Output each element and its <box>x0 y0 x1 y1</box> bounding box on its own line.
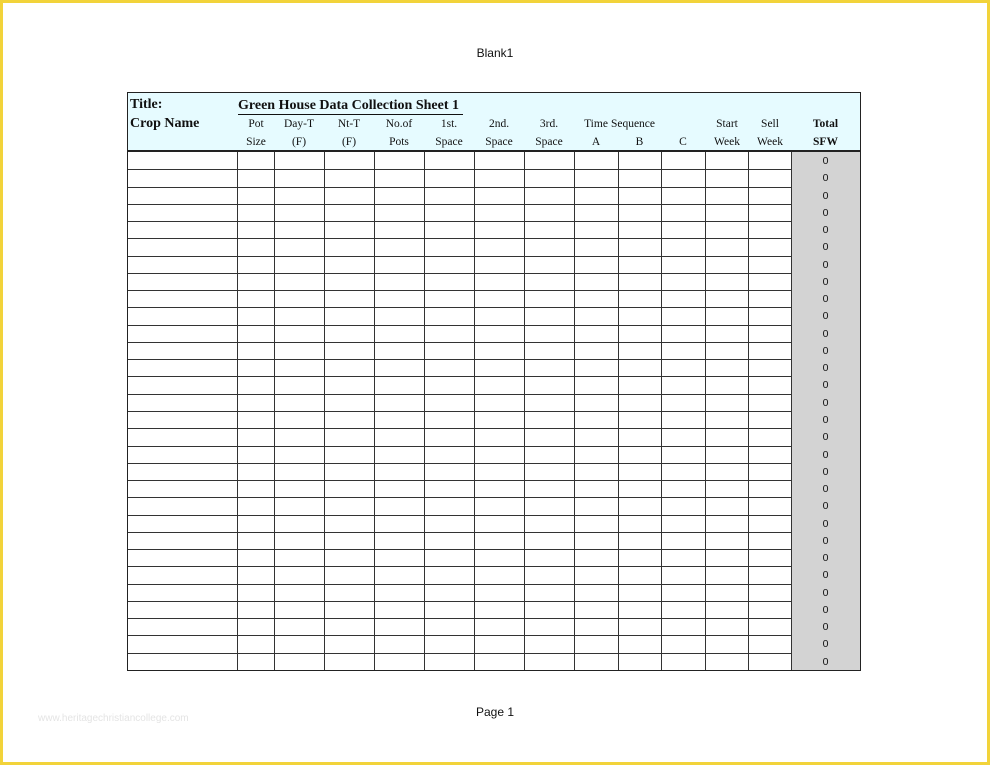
col-start-week-line2: Week <box>714 136 740 148</box>
sheet-name-header: Blank1 <box>476 46 514 60</box>
watermark-text: www.heritagechristiancollege.com <box>38 713 189 724</box>
row-divider <box>128 635 791 636</box>
col-2nd-space-line2: Space <box>485 136 513 148</box>
total-sfw-cell: 0 <box>822 310 829 323</box>
total-sfw-cell: 0 <box>822 362 829 375</box>
col-pot-line1: Pot <box>248 118 264 130</box>
total-sfw-cell: 0 <box>822 603 829 616</box>
title-label: Title: <box>130 97 163 112</box>
row-divider <box>128 601 791 602</box>
total-sfw-cell: 0 <box>822 517 829 530</box>
col-nt-t-line2: (F) <box>341 136 357 148</box>
total-sfw-cell: 0 <box>822 621 829 634</box>
row-divider <box>128 411 791 412</box>
row-divider <box>128 566 791 567</box>
total-sfw-cell: 0 <box>822 189 829 202</box>
row-divider <box>128 169 791 170</box>
row-divider <box>128 290 791 291</box>
col-sell-week-line1: Sell <box>761 118 779 130</box>
row-divider <box>128 428 791 429</box>
table-header <box>128 93 860 152</box>
total-sfw-cell: 0 <box>822 293 829 306</box>
total-sfw-cell: 0 <box>822 483 829 496</box>
col-day-t-line1: Day-T <box>283 118 314 130</box>
total-sfw-cell: 0 <box>822 224 829 237</box>
total-sfw-cell: 0 <box>822 241 829 254</box>
total-sfw-cell: 0 <box>822 586 829 599</box>
data-collection-table <box>127 92 861 671</box>
total-sfw-cell: 0 <box>822 206 829 219</box>
total-sfw-cell: 0 <box>822 414 829 426</box>
row-divider <box>128 204 791 205</box>
col-3rd-space-line1: 3rd. <box>539 118 559 130</box>
total-sfw-cell: 0 <box>822 534 829 547</box>
col-start-week-line1: Start <box>716 118 738 130</box>
row-divider <box>128 549 791 550</box>
total-sfw-cell: 0 <box>822 172 829 185</box>
row-divider <box>128 515 791 516</box>
row-divider <box>128 307 791 308</box>
col-sequence-b-line1: Sequence <box>610 118 656 130</box>
row-divider <box>128 532 791 533</box>
crop-name-label: Crop Name <box>130 116 200 131</box>
col-3rd-space-line2: Space <box>535 136 563 148</box>
total-sfw-cell: 0 <box>822 379 829 392</box>
col-time-a-line1: Time <box>584 118 608 130</box>
total-sfw-cell: 0 <box>822 500 829 513</box>
col-day-t-line2: (F) <box>291 136 307 148</box>
total-sfw-cell: 0 <box>822 655 829 668</box>
total-sfw-cell: 0 <box>822 465 829 478</box>
col-c-line2: C <box>679 136 687 148</box>
row-divider <box>128 584 791 585</box>
total-sfw-cell: 0 <box>822 155 829 167</box>
page-number: Page 1 <box>475 705 515 719</box>
total-sfw-cell: 0 <box>822 638 829 651</box>
row-divider <box>128 342 791 343</box>
row-divider <box>128 497 791 498</box>
row-divider <box>128 238 791 239</box>
total-sfw-cell: 0 <box>822 448 829 461</box>
row-divider <box>128 273 791 274</box>
total-sfw-cell: 0 <box>822 569 829 582</box>
total-sfw-cell: 0 <box>822 344 829 357</box>
col-no-of-pots-line1: No.of <box>385 118 413 130</box>
row-divider <box>128 376 791 377</box>
row-divider <box>128 653 791 654</box>
total-sfw-cell: 0 <box>822 275 829 288</box>
col-time-a-line2: A <box>591 136 601 148</box>
col-nt-t-line1: Nt-T <box>337 118 361 130</box>
row-divider <box>128 446 791 447</box>
col-1st-space-line1: 1st. <box>440 118 458 130</box>
row-divider <box>128 618 791 619</box>
row-divider <box>128 221 791 222</box>
col-1st-space-line2: Space <box>435 136 463 148</box>
col-total-sfw-line1: Total <box>812 118 839 130</box>
row-divider <box>128 463 791 464</box>
row-divider <box>128 394 791 395</box>
col-no-of-pots-line2: Pots <box>389 136 409 148</box>
row-divider <box>128 256 791 257</box>
col-sell-week-line2: Week <box>757 136 783 148</box>
col-sequence-b-line2: B <box>635 136 644 148</box>
col-total-sfw-line2: SFW <box>813 136 838 148</box>
col-2nd-space-line1: 2nd. <box>488 118 510 130</box>
row-divider <box>128 480 791 481</box>
sheet-title: Green House Data Collection Sheet 1 <box>238 98 463 115</box>
col-pot-line2: Size <box>246 136 266 148</box>
total-sfw-cell: 0 <box>822 258 829 271</box>
total-sfw-cell: 0 <box>822 552 829 565</box>
row-divider <box>128 187 791 188</box>
total-sfw-cell: 0 <box>822 396 829 409</box>
row-divider <box>128 359 791 360</box>
total-sfw-cell: 0 <box>822 327 829 340</box>
total-sfw-cell: 0 <box>822 431 829 444</box>
row-divider <box>128 325 791 326</box>
